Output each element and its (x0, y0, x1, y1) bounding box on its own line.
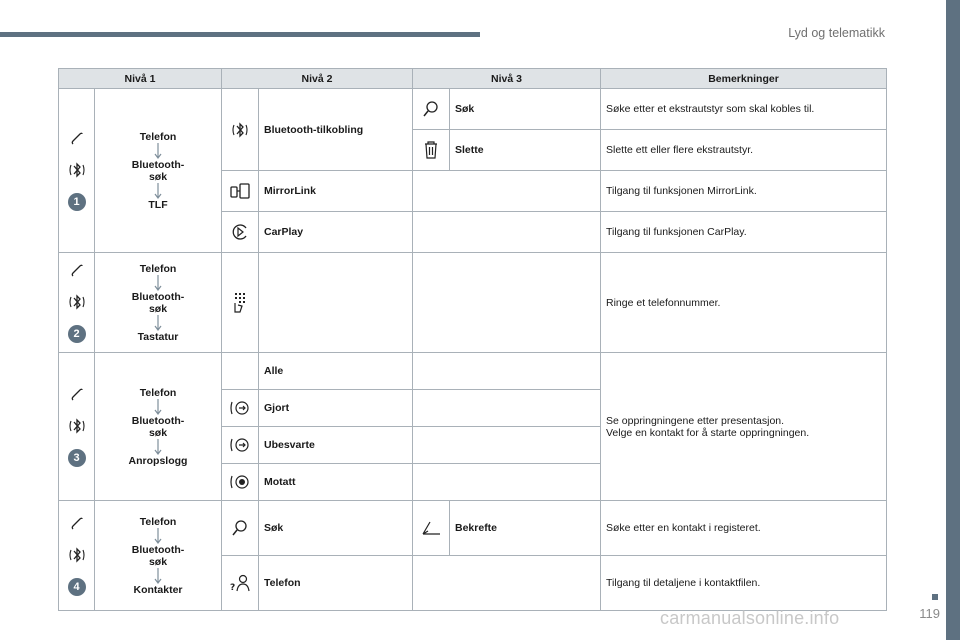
phone-icon (69, 263, 85, 279)
empty-cell (413, 212, 601, 253)
level-badge-2: 2 (68, 325, 86, 343)
phone-icon (69, 387, 85, 403)
empty-cell (413, 171, 601, 212)
empty-cell (413, 427, 601, 464)
group3-level1 (95, 353, 222, 501)
trash-icon-cell (413, 130, 450, 171)
level2-label: MirrorLink (259, 171, 413, 212)
level1-item: Bluetooth- søk (131, 158, 185, 183)
search-icon (422, 100, 440, 118)
empty-cell (413, 556, 601, 611)
note-cell: Søke etter et ekstrautstyr som skal kobles til. (601, 89, 887, 130)
note-cell: Slette ett eller flere ekstrautstyr. (601, 130, 887, 171)
menu-table (58, 68, 887, 611)
group1-level1 (95, 89, 222, 253)
bluetooth-icon (66, 544, 88, 566)
note-line: Se oppringningene etter presentasjon. (606, 414, 785, 427)
down-arrow-icon (153, 315, 163, 331)
contact-icon (229, 573, 251, 593)
trash-icon (423, 141, 439, 159)
header-notes: Bemerkninger (601, 69, 887, 89)
empty-icon-cell (222, 353, 259, 390)
down-arrow-icon (153, 183, 163, 199)
empty-cell (413, 390, 601, 427)
section-title: Lyd og telematikk (788, 26, 885, 40)
carplay-icon (230, 222, 250, 242)
empty-cell (413, 253, 601, 353)
note-cell: Tilgang til detaljene i kontaktfilen. (601, 556, 887, 611)
call-log-icon (229, 398, 251, 418)
down-arrow-icon (153, 399, 163, 415)
level3-label: Slette (450, 130, 601, 171)
group4-icons (59, 501, 95, 611)
level2-label: CarPlay (259, 212, 413, 253)
down-arrow-icon (153, 568, 163, 584)
level-badge-3: 3 (68, 449, 86, 467)
group1-icons (59, 89, 95, 253)
note-cell: Tilgang til funksjonen MirrorLink. (601, 171, 887, 212)
group2-icons (59, 253, 95, 353)
level1-item: Tastatur (137, 330, 179, 343)
note-cell: Ringe et telefonnummer. (601, 253, 887, 353)
page-number: 119 (919, 606, 940, 621)
level1-item: Telefon (139, 130, 177, 143)
down-arrow-icon (153, 143, 163, 159)
level2-label: Bluetooth-tilkobling (259, 89, 413, 171)
group4-level1 (95, 501, 222, 611)
bluetooth-connection-icon-cell (222, 89, 259, 171)
group2-level1 (95, 253, 222, 353)
level2-label: Motatt (259, 464, 413, 501)
table-row (59, 89, 887, 130)
level1-item: Bluetooth- søk (131, 543, 185, 568)
down-arrow-icon (153, 528, 163, 544)
watermark: carmanualsonline.info (660, 608, 840, 628)
svg-text:?: ? (230, 583, 236, 593)
level1-item: Telefon (139, 515, 177, 528)
top-accent-bar (0, 32, 480, 37)
bluetooth-icon (229, 119, 251, 141)
search-icon (231, 519, 249, 537)
level1-item: Kontakter (133, 583, 183, 596)
note-cell (601, 353, 887, 501)
header-level3: Nivå 3 (413, 69, 601, 89)
level1-item: Bluetooth- søk (131, 290, 185, 315)
note-line: Velge en kontakt for å starte oppringningen. (606, 426, 810, 439)
level3-label: Bekrefte (450, 501, 601, 556)
bluetooth-icon (66, 415, 88, 437)
call-log-icon-cell (222, 464, 259, 501)
note-cell: Tilgang til funksjonen CarPlay. (601, 212, 887, 253)
mirrorlink-icon-cell (222, 171, 259, 212)
table-row (59, 501, 887, 556)
table-row (59, 253, 887, 353)
level1-item: TLF (148, 198, 168, 211)
group3-icons (59, 353, 95, 501)
back-arrow-icon-cell (413, 501, 450, 556)
header-level2: Nivå 2 (222, 69, 413, 89)
level2-label: Søk (259, 501, 413, 556)
call-log-icon-cell (222, 427, 259, 464)
search-icon-cell (413, 89, 450, 130)
level2-label: Ubesvarte (259, 427, 413, 464)
note-cell: Søke etter en kontakt i registeret. (601, 501, 887, 556)
table-header-row (59, 69, 887, 89)
mirrorlink-icon (229, 182, 251, 200)
level2-label: Alle (259, 353, 413, 390)
phone-icon (69, 516, 85, 532)
level3-label: Søk (450, 89, 601, 130)
phone-icon (69, 131, 85, 147)
level1-item: Telefon (139, 386, 177, 399)
level1-item: Telefon (139, 262, 177, 275)
level-badge-4: 4 (68, 578, 86, 596)
back-arrow-icon (420, 519, 442, 537)
down-arrow-icon (153, 439, 163, 455)
level-badge-1: 1 (68, 193, 86, 211)
header-level1: Nivå 1 (59, 69, 222, 89)
call-log-icon (229, 472, 251, 492)
level2-label: Gjort (259, 390, 413, 427)
down-arrow-icon (153, 275, 163, 291)
carplay-icon-cell (222, 212, 259, 253)
keypad-icon (229, 291, 251, 315)
empty-cell (413, 464, 601, 501)
side-accent-bar (946, 0, 960, 640)
search-icon-cell (222, 501, 259, 556)
table-row (59, 353, 887, 390)
keypad-icon-cell (222, 253, 259, 353)
bluetooth-icon (66, 291, 88, 313)
level2-label: Telefon (259, 556, 413, 611)
level1-item: Bluetooth- søk (131, 414, 185, 439)
call-log-icon (229, 435, 251, 455)
bluetooth-icon (66, 159, 88, 181)
empty-cell (259, 253, 413, 353)
page-bullet (932, 594, 938, 600)
empty-cell (413, 353, 601, 390)
contact-icon-cell (222, 556, 259, 611)
level1-item: Anropslogg (128, 454, 188, 467)
call-log-icon-cell (222, 390, 259, 427)
